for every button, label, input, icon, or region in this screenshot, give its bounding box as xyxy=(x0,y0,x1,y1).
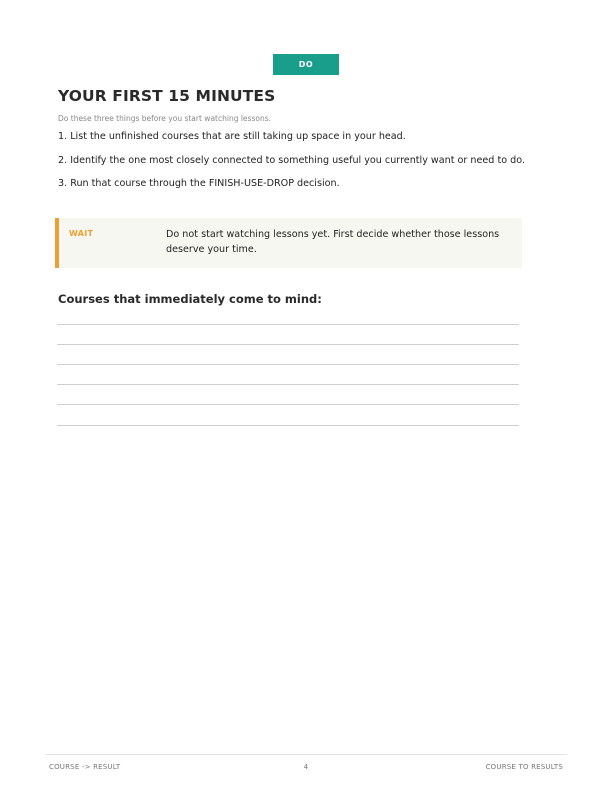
do-tag xyxy=(273,54,339,75)
footer-divider xyxy=(45,754,567,755)
step-item: 3. Run that course through the FINISH-USE-DROP decision. xyxy=(58,178,340,189)
writing-line-3[interactable] xyxy=(57,364,519,365)
writing-line-5[interactable] xyxy=(57,404,519,405)
writing-line-6[interactable] xyxy=(57,425,519,426)
writing-line-4[interactable] xyxy=(57,384,519,385)
page-title: YOUR FIRST 15 MINUTES xyxy=(58,87,276,105)
footer-right-text: COURSE TO RESULTS xyxy=(485,763,563,771)
page-number: 4 xyxy=(303,763,309,771)
writing-line-1[interactable] xyxy=(57,324,519,325)
writing-line-2[interactable] xyxy=(57,344,519,345)
steps-list xyxy=(58,131,525,202)
wait-callout xyxy=(55,218,522,268)
do-tag-label: DO xyxy=(298,60,314,69)
section-heading: Courses that immediately come to mind: xyxy=(58,292,322,306)
callout-text: Do not start watching lessons yet. First decide whether those lessons deserve your time. xyxy=(166,229,500,255)
page-subtitle: Do these three things before you start watching lessons. xyxy=(58,114,271,123)
footer-left-text: COURSE -> RESULT xyxy=(49,763,121,771)
step-item: 1. List the unfinished courses that are still taking up space in your head. xyxy=(58,131,406,142)
callout-label: WAIT xyxy=(69,229,94,238)
step-item: 2. Identify the one most closely connected to something useful you currently want or need to do. xyxy=(58,154,525,166)
